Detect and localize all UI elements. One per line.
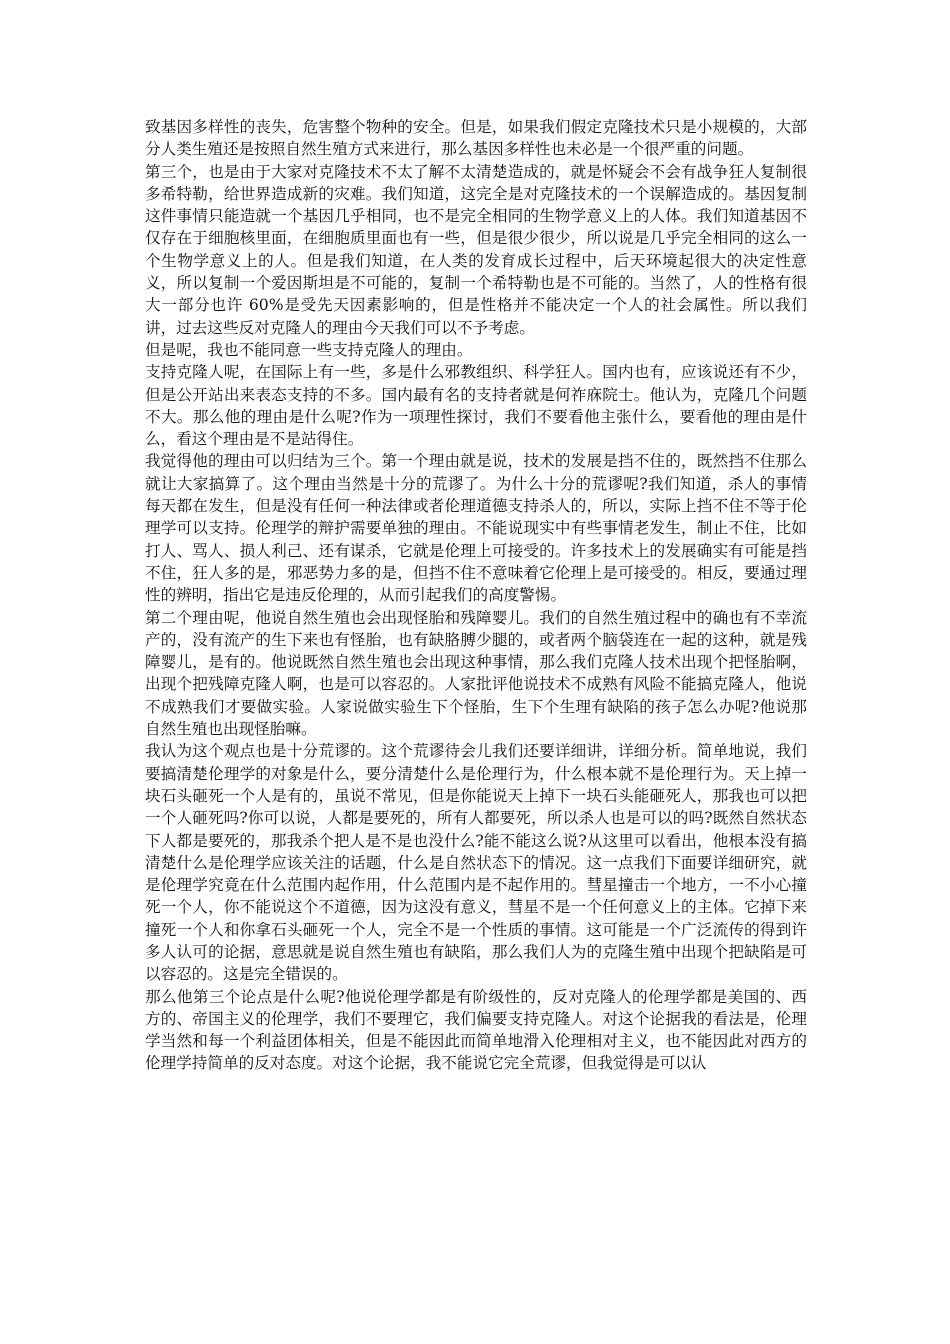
paragraph-second-reason: 第二个理由呢，他说自然生殖也会出现怪胎和残障婴儿。我们的自然生殖过程中的确也有不幸流产的，没有流产的生下来也有怪胎，也有缺胳膊少腿的，或者两个脑袋连在一起的这种，就是残障婴儿，是有的。他说既然自然生殖也会出现这种事情，那么我们克隆人技术出现个把怪胎啊，出现个把残障克隆人啊，也是可以容忍的。人家批评他说技术不成熟有风险不能搞克隆人，他说不成熟我们才要做实验。人家说做实验生下个怪胎，生下个生理有缺陷的孩子怎么办呢?他说那自然生殖也出现怪胎嘛。 [145,608,807,739]
paragraph-transition: 但是呢，我也不能同意一些支持克隆人的理由。 [145,340,473,359]
paragraph-first-reason: 我觉得他的理由可以归结为三个。第一个理由就是说，技术的发展是挡不住的，既然挡不住那么就让大家搞算了。这个理由当然是十分的荒谬了。为什么十分的荒谬呢?我们知道，杀人的事情每天都在发生，但是没有任何一种法律或者伦理道德支持杀人的，所以，实际上挡不住不等于伦理学可以支持。伦理学的辩护需要单独的理由。不能说现实中有些事情老发生，制止不住，比如打人、骂人、损人利己、还有谋杀，它就是伦理上可接受的。许多技术上的发展确实有可能是挡不住，狂人多的是，邪恶势力多的是，但挡不住不意味着它伦理上是可接受的。相反，要通过理性的辨明，指出它是违反伦理的，从而引起我们的高度警惕。 [145,452,807,605]
paragraph-supporters: 支持克隆人呢，在国际上有一些，多是什么邪教组织、科学狂人。国内也有，应该说还有不少，但是公开站出来表态支持的不多。国内最有名的支持者就是何祚庥院士。他认为，克隆几个问题不大。那么他的理由是什么呢?作为一项理性探讨，我们不要看他主张什么，要看他的理由是什么，看这个理由是不是站得住。 [145,363,807,449]
paragraph-third-reason: 那么他第三个论点是什么呢?他说伦理学都是有阶级性的，反对克隆人的伦理学都是美国的、西方的、帝国主义的伦理学，我们不要理它，我们偏要支持克隆人。对这个论据我的看法是，伦理学当然和每一个利益团体相关，但是不能因此而简单地滑入伦理相对主义，也不能因此对西方的伦理学持简单的反对态度。对这个论据，我不能说它完全荒谬，但我觉得是可以认 [145,987,807,1073]
paragraph-rebuttal: 我认为这个观点也是十分荒谬的。这个荒谬待会儿我们还要详细讲，详细分析。简单地说，我们要搞清楚伦理学的对象是什么，要分清楚什么是伦理行为，什么根本就不是伦理行为。天上掉一块石头砸死一个人是有的，虽说不常见，但是你能说天上掉下一块石头能砸死人，那我也可以把一个人砸死吗?你可以说，人都是要死的，所有人都要死，所以杀人也是可以的吗?既然自然状态下人都是要死的，那我杀个把人是不是也没什么?能不能这么说?从这里可以看出，他根本没有搞清楚什么是伦理学应该关注的话题，什么是自然状态下的情况。这一点我们下面要详细研究，就是伦理学究竟在什么范围内起作用，什么范围内是不起作用的。彗星撞击一个地方，一不小心撞死一个人，你不能说这个不道德，因为这没有意义，彗星不是一个任何意义上的主体。它掉下来撞死一个人和你拿石头砸死一个人，完全不是一个性质的事情。这可能是一个广泛流传的得到许多人认可的论据，意思就是说自然生殖也有缺陷，那么我们人为的克隆生殖中出现个把缺陷是可以容忍的。这是完全错误的。 [145,742,807,984]
document-body [145,116,807,1075]
paragraph-genetic-diversity: 致基因多样性的丧失，危害整个物种的安全。但是，如果我们假定克隆技术只是小规模的，大部分人类生殖还是按照自然生殖方式来进行，那么基因多样性也未必是一个很严重的问题。 [145,118,807,159]
paragraph-hitler-cloning: 第三个，也是由于大家对克隆技术不太了解不太清楚造成的，就是怀疑会不会有战争狂人复制很多希特勒，给世界造成新的灾难。我们知道，这完全是对克隆技术的一个误解造成的。基因复制这件事情只能造就一个基因几乎相同，也不是完全相同的生物学意义上的人体。我们知道基因不仅存在于细胞核里面，在细胞质里面也有一些，但是很少很少，所以说是几乎完全相同的这么一个生物学意义上的人。但是我们知道，在人类的发育成长过程中，后天环境起很大的决定性意义，所以复制一个爱因斯坦是不可能的，复制一个希特勒也是不可能的。当然了，人的性格有很大一部分也许 60%是受先天因素影响的，但是性格并不能决定一个人的社会属性。所以我们讲，过去这些反对克隆人的理由今天我们可以不予考虑。 [145,162,807,337]
